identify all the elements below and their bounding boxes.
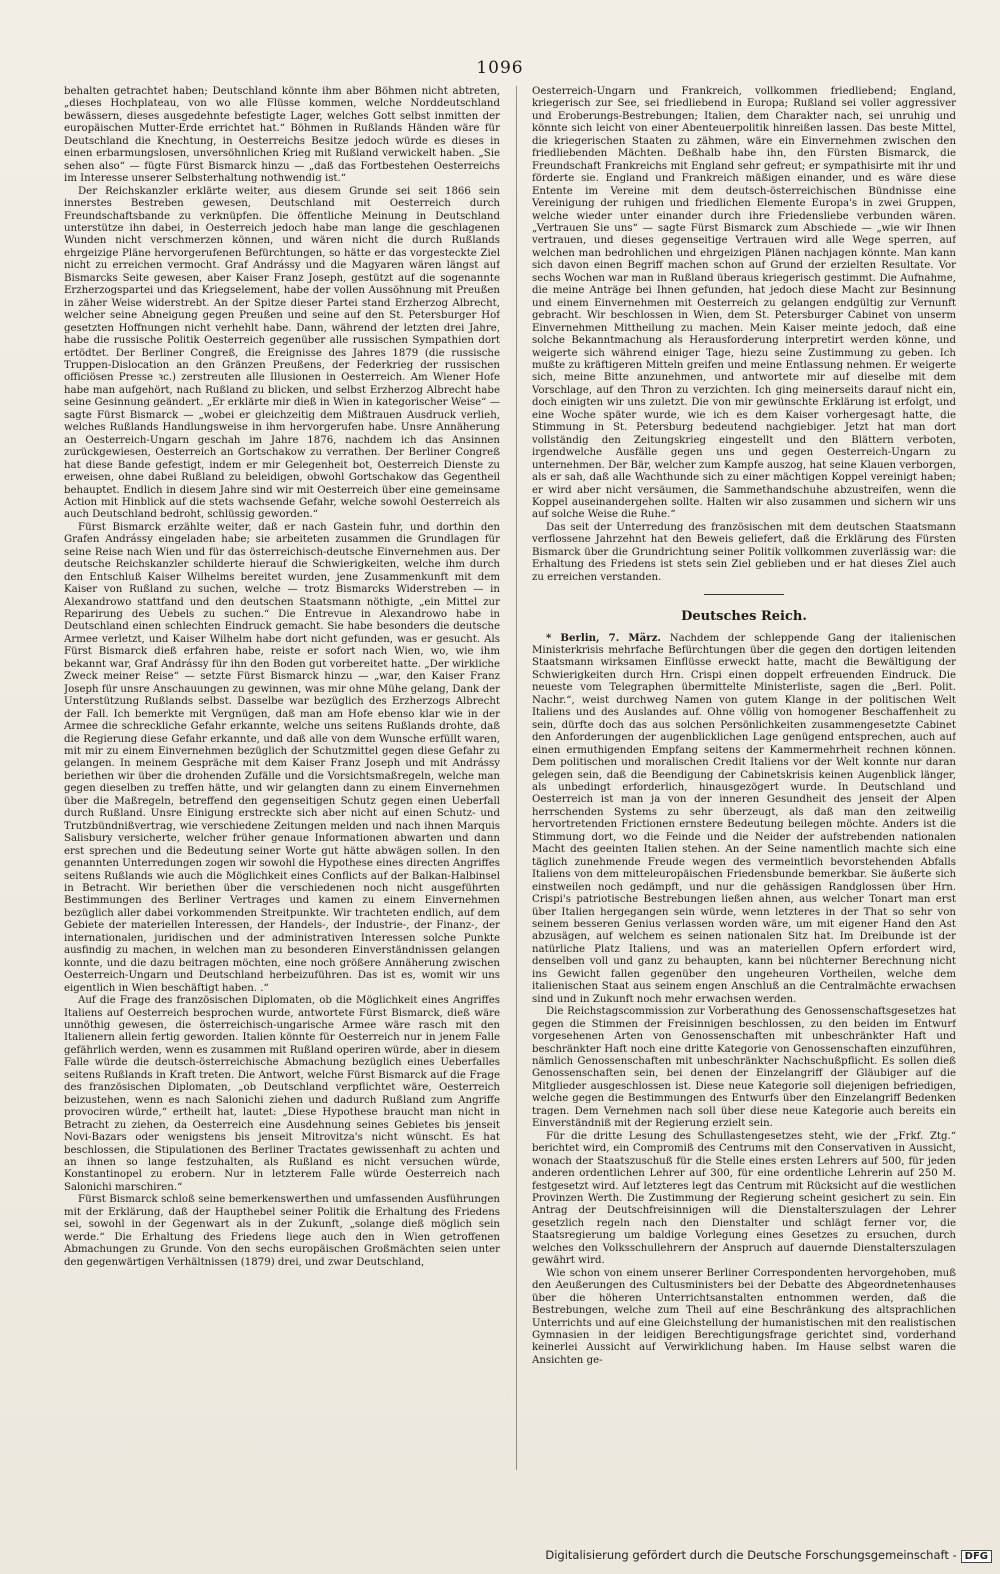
paragraph: Fürst Bismarck schloß seine bemerkenswerthen und umfassenden Ausführungen mit der Erklärung, daß der Haupthebel seiner Politik die Erhaltung des Friedens sei, sowohl in der Gegenwart als in der Zukunft, „solange dieß möglich sein werde.“ Die Erhaltung des Friedens liege auch den in Wien getroffenen Abmachungen zu Grunde. Von den sechs europäischen Großmächten seien unter den gegenwärtigen Verhältnissen (1879) drei, und zwar Deutschland, [64, 1194, 500, 1268]
digitization-footer [0, 1548, 992, 1563]
paragraph: Fürst Bismarck erzählte weiter, daß er nach Gastein fuhr, und dorthin den Grafen Andrássy eingeladen habe; sie arbeiteten zusammen die Grundlagen für seine Reise nach Wien und für das österreichisch-deutsche Einvernehmen aus. Der deutsche Reichskanzler schilderte hierauf die Schwierigkeiten, welche ihm durch den Entschluß Kaiser Wilhelms bereitet wurden, jene Zusammenkunft mit dem Kaiser von Rußland zu suchen, welche — trotz Bismarcks Widerstreben — in Alexandrowo stattfand und den deutschen Staatsmann nöthigte, „ein Mittel zur Reparirung des Uebels zu suchen.“ Die Entrevue in Alexandrowo habe in Deutschland einen schlechten Eindruck gemacht. Sie habe besonders die deutsche Armee verletzt, und Kaiser Wilhelm habe dort nicht gefunden, was er gesucht. Als Fürst Bismarck dieß erfahren habe, reiste er sofort nach Wien, wo, wie ihm bekannt war, Graf Andrássy für ihn den Boden gut vorbereitet hatte. „Der wirkliche Zweck meiner Reise“ — setzte Fürst Bismarck hinzu — „war, den Kaiser Franz Joseph für unsre Anschauungen zu gewinnen, was mir ohne Mühe gelang, Dank der Unterstützung Rußlands selbst. Dasselbe war bezüglich des Erzherzogs Albrecht der Fall. Ich bemerkte mit Vergnügen, daß man am Hofe ebenso klar wie in der Armee die schreckliche Gefahr erkannte, welche uns seitens Rußlands drohte, daß die Regierung diese Gefahr erkannte, und daß alle von dem Wunsche erfüllt waren, mit mir zu einem Einvernehmen bezüglich der Schutzmittel gegen diese Gefahr zu gelangen. In meinem Gespräche mit dem Kaiser Franz Joseph und mit Andrássy beriethen wir über die drohenden Zufälle und die Vorsichtsmaßregeln, welche man gegen dieselben zu treffen hätte, und wir gelangten dann zu einem Einvernehmen über die Maßregeln, betreffend den gegenseitigen Schutz gegen einen Ueberfall durch Rußland. Unsre Einigung erstreckte sich aber nicht auf einen Schutz- und Trutzbündnißvertrag, wie verschiedene Zeitungen melden und nach ihnen Marquis Salisbury versicherte, welcher früher genaue Informationen abwarten und dann erst sprechen und die Bedeutung seiner Worte gut hätte abwägen sollen. In den genannten Unterredungen zogen wir sowohl die Hypothese eines directen Angriffes seitens Rußlands wie auch die Möglichkeit eines Conflicts auf der Balkan-Halbinsel in Betracht. Wir beriethen über die verschiedenen noch nicht ausgeführten Bestimmungen des Berliner Vertrages und kamen zu einem Einvernehmen bezüglich aller dabei vorkommenden Streitpunkte. Wir trachteten endlich, auf dem Gebiete der materiellen Interessen, der Handels-, der Industrie-, der Finanz-, der internationalen, juridischen und der administrativen Interessen solche Punkte ausfindig zu machen, in welchen man zu besonderen Einverständnissen gelangen konnte, und die dazu beitragen möchten, eine noch größere Annäherung zwischen Oesterreich-Ungarn und Deutschland herbeizuführen. Das ist es, womit wir uns eigentlich in Wien beschäftigt haben. .“ [64, 521, 500, 994]
section-title: Deutsches Reich. [681, 609, 807, 625]
paragraph: Das seit der Unterredung des französischen mit dem deutschen Staatsmann verflossene Jahrzehnt hat den Beweis geliefert, daß die Erklärung des Fürsten Bismarck über die Grundrichtung seiner Politik vollkommen zuverlässig war: die Erhaltung des Friedens ist stets sein Ziel geblieben und er hat dieses Ziel auch zu erreichen verstanden. [532, 521, 956, 583]
column-divider [516, 86, 517, 1470]
section-rule [704, 594, 784, 595]
page-number: 1096 [476, 58, 524, 78]
footer-text: Digitalisierung gefördert durch die Deutsche Forschungsgemeinschaft - [545, 1548, 957, 1562]
paragraph: Die Reichstagscommission zur Vorberathung des Genossenschaftsgesetzes hat gegen die Stimmen der Freisinnigen beschlossen, zu den beiden im Entwurf vorgesehenen Arten von Genossenschaften mit unbeschränkter Haft und beschränkter Haft noch eine dritte Kategorie von Genossenschaften einzuführen, nämlich Genossenschaften mit unbeschränkter Nachschußpflicht. Es sollen dieß Genossenschaften sein, bei denen der Einzelangriff der Gläubiger auf die Mitglieder ausgeschlossen ist. Diese neue Kategorie soll diejenigen befriedigen, welche gegen die Bestimmungen des Entwurfs über den Einzelangriff Bedenken tragen. Dem Vernehmen nach soll über diese neue Kategorie auch bereits ein Einverständniß mit der Regierung erzielt sein. [532, 1006, 956, 1130]
paragraph: Auf die Frage des französischen Diplomaten, ob die Möglichkeit eines Angriffes Italiens auf Oesterreich besprochen wurde, antwortete Fürst Bismarck, dieß wäre unnöthig gewesen, die österreichisch-ungarische Armee wäre rasch mit den Italienern allein fertig geworden. Italien könnte für Oesterreich nur in jenem Falle gefährlich werden, wenn es zusammen mit Rußland operiren würde, aber in diesem Falle würde die deutsch-österreichische Abmachung bezüglich eines Ueberfalles seitens Rußlands in Kraft treten. Die Antwort, welche Fürst Bismarck auf die Frage des französischen Diplomaten, „ob Deutschland verpflichtet wäre, Oesterreich beizustehen, wenn es nach Salonichi ziehen und dadurch Rußland zum Angriffe provociren würde,“ ertheilt hat, lautet: „Diese Hypothese braucht man nicht in Betracht zu ziehen, da Oesterreich eine Ausdehnung seines Gebietes bis jenseit Novi-Bazars oder wenigstens bis jenseit Mitrovitza's nicht wünscht. Es hat beschlossen, die Stipulationen des Berliner Tractates gewissenhaft zu achten und an ihnen so lange festzuhalten, als Rußland es nicht versuchen würde, Konstantinopel zu erobern. Nur in letzterem Falle würde Oesterreich nach Salonichi marschiren.“ [64, 995, 500, 1193]
dfg-logo: DFG [961, 1550, 992, 1563]
paragraph: Der Reichskanzler erklärte weiter, aus diesem Grunde sei seit 1866 sein innerstes Bestreben gewesen, Deutschland mit Oesterreich durch Freundschaftsbande zu verknüpfen. Die öffentliche Meinung in Deutschland unterstütze ihn dabei, in Oesterreich jedoch habe man lange die geschlagenen Wunden nicht verschmerzen können, und wären nicht die durch Rußlands ehrgeizige Pläne hervorgerufenen Befürchtungen, so hätte er das vorgesteckte Ziel nicht zu erreichen vermocht. Graf Andrássy und die Magyaren wären längst auf Bismarcks Seite gewesen, aber Kaiser Franz Joseph, gestützt auf die sogenannte Erzherzogspartei und das Kriegselement, habe der vollen Aussöhnung mit Preußen in zäher Weise widerstrebt. An der Spitze dieser Partei stand Erzherzog Albrecht, welcher seine Abneigung gegen Preußen und seine auf den St. Petersburger Hof gesetzten Hoffnungen nicht verhehlt habe. Dann, während der letzten drei Jahre, habe die russische Politik Oesterreich gegenüber alle russischen Sympathien dort ertödtet. Der Berliner Congreß, die Ereignisse des Jahres 1879 (die russische Truppen-Dislocation an den Gränzen Preußens, der Federkrieg der russischen officiösen Presse ꝛc.) zerstreuten alle Illusionen in Oesterreich. Am Wiener Hofe habe man aufgehört, nach Rußland zu blicken, und selbst Erzherzog Albrecht habe seine Gesinnung geändert. „Er erklärte mir dieß in Wien in kategorischer Weise“ — sagte Fürst Bismarck — „wobei er gleichzeitig dem Mißtrauen Ausdruck verlieh, welches Rußlands Handlungsweise in ihm hervorgerufen habe. Unsre Annäherung an Oesterreich-Ungarn geschah im Jahre 1876, nachdem ich das Ansinnen zurückgewiesen, Oesterreich an Gortschakow zu verrathen. Der Berliner Congreß hat diese Bande gefestigt, indem er mir Gelegenheit bot, Oesterreich Dienste zu erweisen, ohne dabei Rußland zu beleidigen, obwohl Gortschakow das Gegentheil behauptet. Endlich in diesem Jahre sind wir mit Oesterreich über eine gemeinsame Action mit Hinblick auf die stets wachsende Gefahr, welche sowohl Oesterreich als auch Deutschland bedroht, schlüssig geworden.“ [64, 185, 500, 521]
paragraph: Oesterreich-Ungarn und Frankreich, vollkommen friedliebend; England, kriegerisch zur See, sei friedliebend in Europa; Rußland sei voller aggressiver und Eroberungs-Bestrebungen; Italien, dem Charakter nach, sei unruhig und könnte sich leicht von einer Abenteuerpolitik hinreißen lassen. Das beste Mittel, die kriegerischen Staaten zu zähmen, wäre ein Einvernehmen zwischen den friedliebenden Mächten. Deßhalb habe ihn, den Fürsten Bismarck, die Freundschaft Frankreichs mit England sehr gefreut; er sympathisirte mit ihr und förderte sie. England und Frankreich mäßigen einander, und es wäre diese Entente im Vereine mit dem deutsch-österreichischen Bündnisse eine Vereinigung der ruhigen und friedlichen Elemente Europa's in zwei Gruppen, welche wieder unter einander durch ihre Friedensliebe verbunden wären. „Vertrauen Sie uns“ — sagte Fürst Bismarck zum Abschiede — „wie wir Ihnen vertrauen, und dieses gegenseitige Vertrauen wird alle Wege sperren, auf welchen man bedrohlichen und ehrgeizigen Plänen nachjagen könnte. Man kann sich davon einen Begriff machen schon auf Grund der erzielten Resultate. Vor sechs Wochen war man in Rußland überaus kriegerisch gestimmt. Die Aufnahme, die meine Anträge bei Ihnen gefunden, hat jedoch diese Macht zur Besinnung und einem Einvernehmen mit Oesterreich zu gelangen endgültig zur Vernunft gebracht. Wir beschlossen in Wien, dem St. Petersburger Cabinet von unserm Einvernehmen Mittheilung zu machen. Mein Kaiser meinte jedoch, daß eine solche Bekanntmachung als Herausforderung interpretirt werden könne, und weigerte sich während einiger Tage, hiezu seine Zustimmung zu geben. Ich mußte zu kräftigeren Mitteln greifen und meine Entlassung nehmen. Er weigerte sich, meine Bitte anzunehmen, und antwortete mir auf dieselbe mit dem Vorschlage, auf den Thron zu verzichten. Ich ging meinerseits darauf nicht ein, doch einigten wir uns zuletzt. Die von mir gewünschte Erklärung ist erfolgt, und eine Woche später wurde, wie ich es dem Kaiser vorhergesagt hatte, die Stimmung in St. Petersburg bedeutend nachgiebiger. Jetzt hat man dort vollständig den Zeitungskrieg eingestellt und den Blättern verboten, irgendwelche Ausfälle gegen uns und gegen Oesterreich-Ungarn zu unternehmen. Der Bär, welcher zum Kampfe auszog, hat seine Klauen verborgen, als er sah, daß alle Wachthunde sich zu einer mächtigen Koppel vereinigt haben; er wird aber nicht versäumen, die Sammethandschuhe abzustreifen, wenn die Koppel auseinandergehen sollte. Halten wir also zusammen und sichern wir uns auf solche Weise die Ruhe.“ [532, 86, 956, 521]
paragraph: Wie schon von einem unserer Berliner Correspondenten hervorgehoben, muß den Aeußerungen des Cultusministers bei der Debatte des Abgeordnetenhauses über die höheren Unterrichtsanstalten entnommen werden, daß die Bestrebungen, welche zum Theil auf eine Beschränkung des altsprachlichen Unterrichts und auf eine Gleichstellung der humanistischen mit den realistischen Gymnasien in der leidigen Berechtigungsfrage gerichtet sind, vorderhand keinerlei Aussicht auf Verwirklichung haben. Im Hause selbst waren die Ansichten ge- [532, 1267, 956, 1366]
left-column [64, 86, 500, 1470]
paragraph [532, 632, 956, 1007]
dateline: * Berlin, 7. März. [546, 631, 661, 644]
right-column [532, 86, 956, 1470]
paragraph: Für die dritte Lesung des Schullastengesetzes steht, wie der „Frkf. Ztg.“ berichtet wird, ein Compromiß des Centrums mit den Conservativen in Aussicht, wonach der Staatszuschuß für die Stelle eines ersten Lehrers auf 500, für jeden anderen ordentlichen Lehrer auf 300, für eine ordentliche Lehrerin auf 250 M. festgesetzt wird. Auf letzteres legt das Centrum mit Rücksicht auf die westlichen Provinzen Werth. Die Zustimmung der Regierung scheint gesichert zu sein. Ein Antrag der Deutschfreisinnigen will die Dienstalterszulagen der Lehrer gesetzlich regeln nach den Dienstalter und schlägt ferner vor, die Staatsregierung um baldige Vorlegung eines Gesetzes zu ersuchen, durch welches den Volksschullehrern der Anspruch auf dauernde Dienstalterszulagen gewährt wird. [532, 1130, 956, 1267]
paragraph-text: Nachdem der schleppende Gang der italienischen Ministerkrisis mehrfache Befürchtungen über die gegen den dortigen leitenden Staatsmann wirksamen Einflüsse erweckt hatte, macht die Bewältigung der Schwierigkeiten durch Hrn. Crispi einen doppelt erfreuenden Eindruck. Die neueste vom Telegraphen übermittelte Ministerliste, sagen die „Berl. Polit. Nachr.“, weist durchweg Namen von gutem Klange in der politischen Welt Italiens und des Auslandes auf. Ohne völlig von homogener Beschaffenheit zu sein, dürfte doch das aus solchen Persönlichkeiten zusammengesetzte Cabinet den Anforderungen der augenblicklichen Lage genügend entsprechen, auch auf einen ermuthigenden Empfang seitens der Kammermehrheit rechnen können. Dem politischen und moralischen Credit Italiens vor der Welt konnte nur daran gelegen sein, daß die Beendigung der Cabinetskrisis keinen Augenblick länger, als unbedingt erforderlich, hinausgezögert wurde. In Deutschland und Oesterreich ist man ja von der inneren Gesundheit des jenseit der Alpen herrschenden Systems zu sehr überzeugt, als daß man den zeitweilig hervortretenden Frictionen ernstere Bedeutung beilegen möchte. Anders ist die Stimmung dort, wo die Feinde und die Neider der aufstrebenden nationalen Macht des geeinten Italien stehen. An der Seine namentlich machte sich eine täglich zunehmende Freude wegen des vermeintlich bevorstehenden Abfalls Italiens von dem mitteleuropäischen Friedensbunde bemerkbar. Sie äußerte sich einstweilen noch gedämpft, und nur die gehässigen Randglossen über Hrn. Crispi's patriotische Bestrebungen ließen ahnen, aus welcher Tonart man erst über Italien hergegangen sein würde, wenn letzteres in der That so sehr von seinem besseren Genius verlassen worden wäre, um mit eigener Hand den Ast abzusägen, auf welchem es seinen nationalen Sitz hat. Im Dreibunde ist der natürliche Platz Italiens, und was an materiellen Opfern erfordert wird, denselben voll und ganz zu behaupten, kann bei nüchterner Berechnung nicht ins Gewicht fallen gegenüber den ungeheuren Vortheilen, welche dem italienischen Staat aus seinem engen Anschluß an die Centralmächte erwachsen sind und in Zukunft noch mehr erwachsen werden. [532, 632, 956, 1005]
paragraph: behalten getrachtet haben; Deutschland könnte ihm aber Böhmen nicht abtreten, „dieses Hochplateau, von wo alle Flüsse kommen, welche Norddeutschland bewässern, dieses ausgedehnte befestigte Lager, welches Gott selbst inmitten der europäischen Mutter-Erde errichtet hat.“ Böhmen in Rußlands Händen wäre für Deutschland die Knechtung, in Oesterreichs Besitze jedoch würde es dieses in einen erbarmungslosen, unversöhnlichen Krieg mit Rußland verwickelt haben. „Sie sehen also“ — fügte Fürst Bismarck hinzu — „daß das Fortbestehen Oesterreichs im Interesse unserer Selbsterhaltung nothwendig ist.“ [64, 86, 500, 185]
